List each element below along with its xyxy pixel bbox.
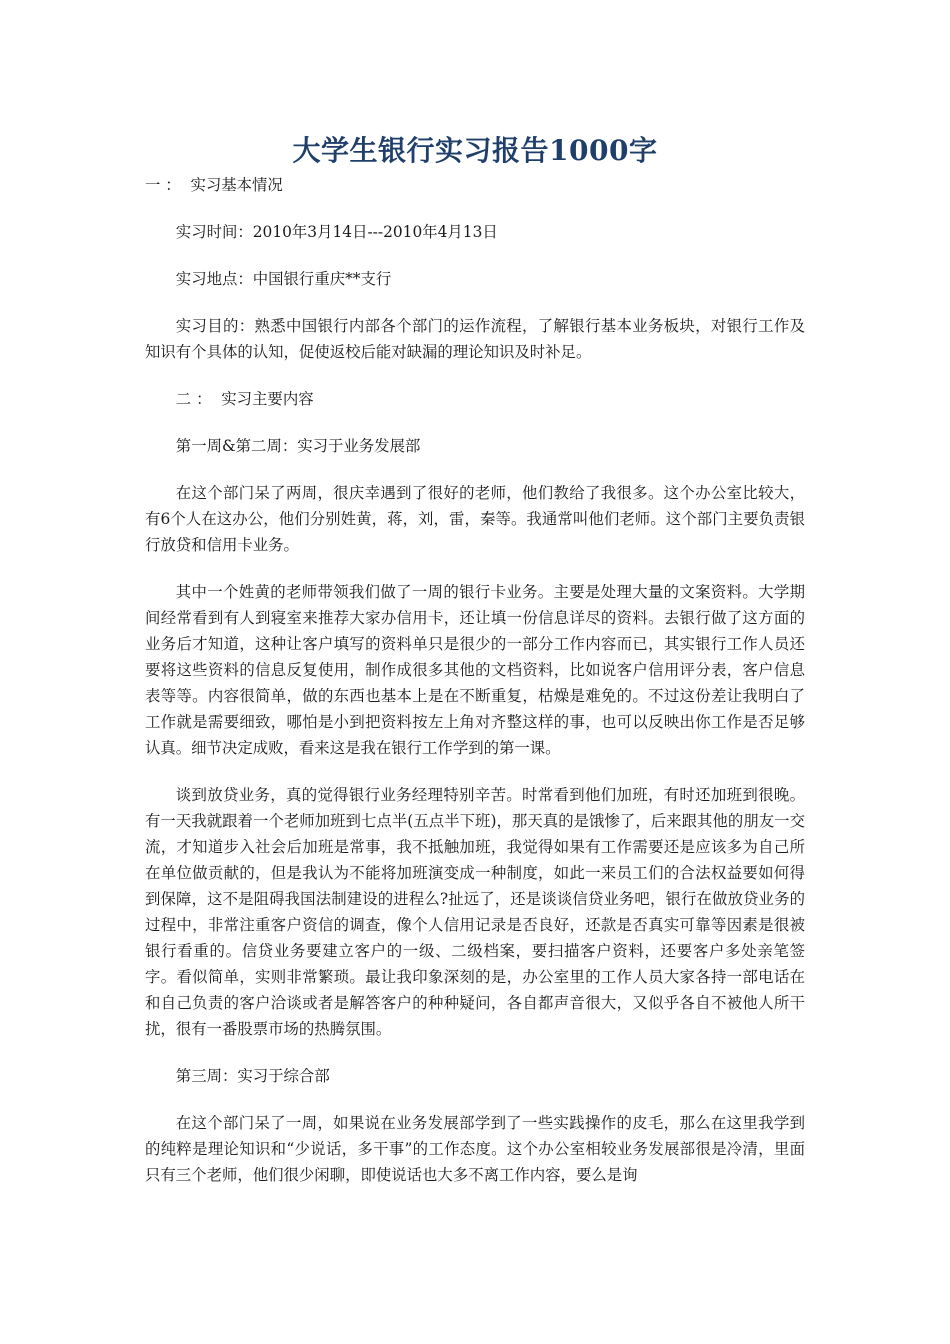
internship-time: 实习时间：2010年3月14日---2010年4月13日 <box>175 223 498 241</box>
paragraph-1: 在这个部门呆了两周，很庆幸遇到了很好的老师，他们教给了我很多。这个办公室比较大，有6个人在这办公，他们分别姓黄，蒋，刘，雷，秦等。我通常叫他们老师。这个部门主要负责银行放贷和信用卡业务。 <box>145 484 805 554</box>
week3-heading: 第三周：实习于综合部 <box>175 1067 330 1085</box>
section1-heading: 一 ： 实习基本情况 <box>145 176 283 194</box>
section2-heading: 二 ： 实习主要内容 <box>175 390 314 408</box>
internship-purpose: 实习目的：熟悉中国银行内部各个部门的运作流程，了解银行基本业务板块，对银行工作及知识有个具体的认知，促使返校后能对缺漏的理论知识及时补足。 <box>145 317 805 361</box>
paragraph-2: 其中一个姓黄的老师带领我们做了一周的银行卡业务。主要是处理大量的文案资料。大学期间经常看到有人到寝室来推荐大家办信用卡，还让填一份信息详尽的资料。去银行做了这方面的业务后才知道，这种让客户填写的资料单只是很少的一部分工作内容而已，其实银行工作人员还要将这些资料的信息反复使用，制作成很多其他的文档资料，比如说客户信用评分表，客户信息表等等。内容很简单，做的东西也基本上是在不断重复，枯燥是难免的。不过这份差让我明白了工作就是需要细致，哪怕是小到把资料按左上角对齐整这样的事，也可以反映出你工作是否足够认真。细节决定成败，看来这是我在银行工作学到的第一课。 <box>145 583 805 757</box>
paragraph-3: 谈到放贷业务，真的觉得银行业务经理特别辛苦。时常看到他们加班，有时还加班到很晚。有一天我就跟着一个老师加班到七点半(五点半下班)，那天真的是饿惨了，后来跟其他的朋友一交流，才知道步入社会后加班是常事，我不抵触加班，我觉得如果有工作需要还是应该多为自己所在单位做贡献的，但是我认为不能将加班演变成一种制度，如此一来员工们的合法权益要如何得到保障，这不是阻碍我国法制建设的进程么?扯远了，还是谈谈信贷业务吧，银行在做放贷业务的过程中，非常注重客户资信的调查，像个人信用记录是否良好，还款是否真实可靠等因素是很被银行看重的。信贷业务要建立客户的一级、二级档案，要扫描客户资料，还要客户多处亲笔签字。看似简单，实则非常繁琐。最让我印象深刻的是，办公室里的工作人员大家各持一部电话在和自己负责的客户洽谈或者是解答客户的种种疑问，各自都声音很大，又似乎各自不被他人所干扰，很有一番股票市场的热腾氛围。 <box>145 786 805 1038</box>
internship-place: 实习地点：中国银行重庆**支行 <box>175 270 392 288</box>
document-title: 大学生银行实习报告1000字 <box>292 134 658 167</box>
paragraph-4: 在这个部门呆了一周，如果说在业务发展部学到了一些实践操作的皮毛，那么在这里我学到的纯粹是理论知识和“少说话，多干事”的工作态度。这个办公室相较业务发展部很是冷清，里面只有三个老师，他们很少闲聊，即使说话也大多不离工作内容，要么是询 <box>145 1114 805 1184</box>
week12-heading: 第一周&第二周：实习于业务发展部 <box>175 437 421 455</box>
document-body <box>145 172 805 1209</box>
